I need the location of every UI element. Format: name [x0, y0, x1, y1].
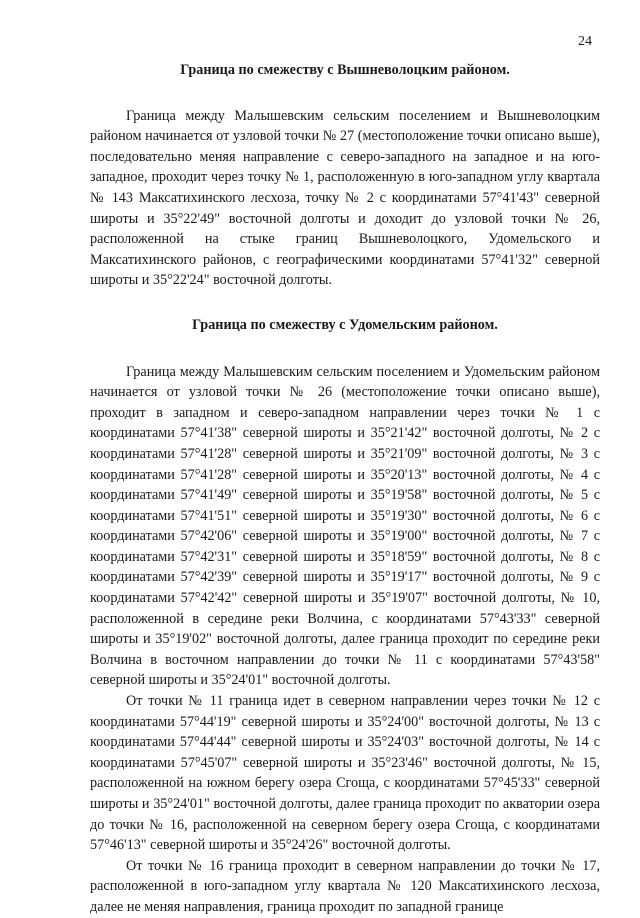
page-number: 24: [578, 34, 592, 49]
section-title-udomelsky: Граница по смежеству с Удомельским районом.: [192, 316, 498, 333]
section-title-vyshnevolotsky: Граница по смежеству с Вышневолоцким районом.: [180, 62, 510, 78]
paragraph-udomelsky-boundary-3: От точки № 16 граница проходит в северном направлении до точки № 17, расположенной в юго-западном углу квартала № 120 Максатихинского лесхоза, далее не меняя направления, граница проходит по западной границе: [90, 857, 600, 915]
paragraph-udomelsky-boundary-2: От точки № 11 граница идет в северном направлении через точки № 12 с координатами 57°44'19" северной широты и 35°24'00" восточной долготы, № 13 с координатами 57°44'44" северной широты и 35°24'03" восточной долготы, № 14 с координатами 57°45'07" северной широты и 35°23'46" восточной долготы, № 15, расположенной на южном берегу озера Сгоща, с координатами 57°45'33" северной широты и 35°24'01" восточной долготы, далее граница проходит по акватории озера до точки № 16, расположенной на северном берегу озера Сгоща, с координатами 57°46'13" северной широты и 35°24'26" восточной долготы.: [90, 693, 600, 854]
document-body: [90, 60, 600, 918]
paragraph-vyshnevolotsky-boundary: Граница между Малышевским сельским поселением и Вышневолоцким районом начинается от узловой точки № 27 (местоположение точки описано выше), последовательно меняя направление с северо-западного на западное и на юго-западное, проходит через точку № 1, расположенную в юго-западном углу квартала № 143 Максатихинского лесхоза, точку № 2 с координатами 57°41'43" северной широты и 35°22'49" восточной долготы и доходит до узловой точки № 26, расположенной на стыке границ Вышневолоцкого, Удомельского и Максатихинского районов, с географическими координатами 57°41'32" северной широты и 35°22'24" восточной долготы.: [90, 107, 600, 289]
paragraph-udomelsky-boundary-1: Граница между Малышевским сельским поселением и Удомельским районом начинается от узловой точки № 26 (местоположение точки описано выше), проходит в западном и северо-западном направлении через точки № 1 с координатами 57°41'38" северной широты и 35°21'42" восточной долготы, № 2 с координатами 57°41'28" северной широты и 35°21'09" восточной долготы, № 3 с координатами 57°41'28" северной широты и 35°20'13" восточной долготы, № 4 с координатами 57°41'49" северной широты и 35°19'58" восточной долготы, № 5 с координатами 57°41'51" северной широты и 35°19'30" восточной долготы, № 6 с координатами 57°42'06" северной широты и 35°19'00" восточной долготы, № 7 с координатами 57°42'31" северной широты и 35°18'59" восточной долготы, № 8 с координатами 57°42'39" северной широты и 35°19'17" восточной долготы, № 9 с координатами 57°42'42" северной широты и 35°19'07" восточной долготы, № 10, расположенной в середине реки Волчина, с координатами 57°43'33" северной широты и 35°19'02" восточной долготы, далее граница проходит по середине реки Волчина в восточном направлении до точки № 11 с координатами 57°43'58" северной широты и 35°24'01" восточной долготы.: [90, 363, 600, 689]
